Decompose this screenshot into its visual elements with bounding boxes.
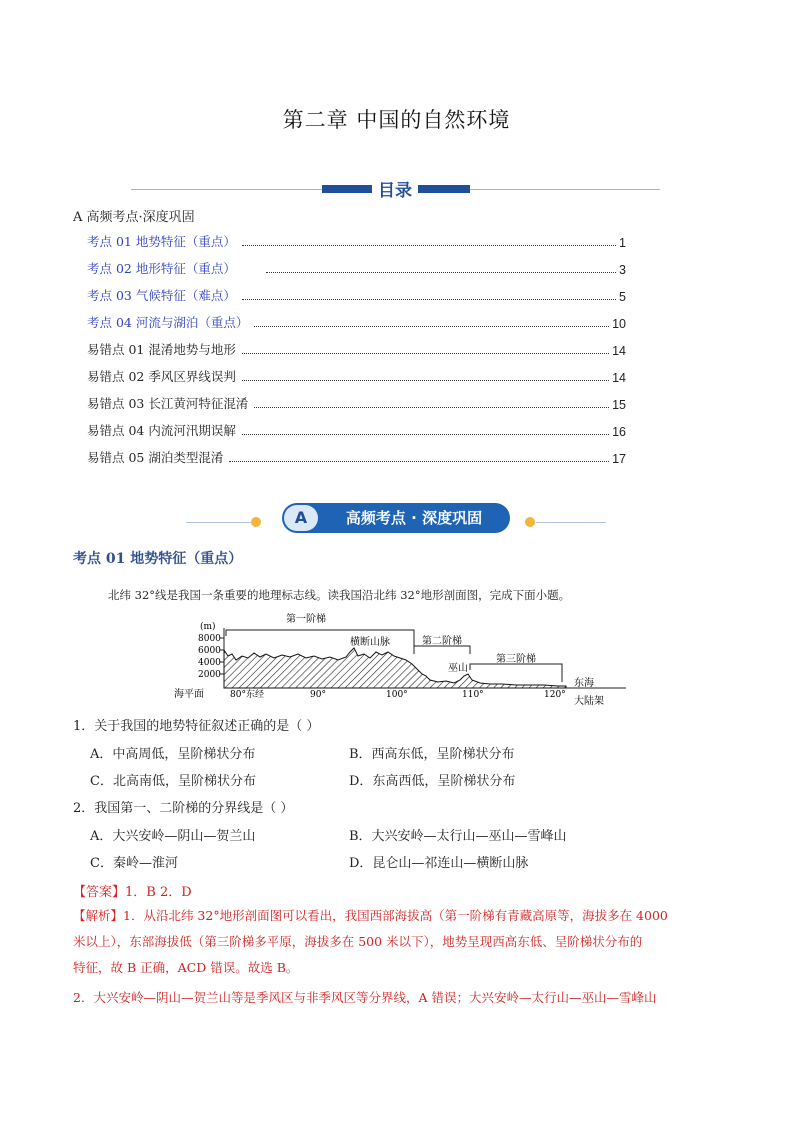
toc-entry-label: 考点 01 地势特征（重点） (87, 234, 236, 249)
shelf-label: 大陆架 (574, 696, 604, 707)
banner-dot-right (525, 517, 535, 527)
step2-label: 第二阶梯 (422, 636, 462, 647)
option-d[interactable]: D．东高西低，呈阶梯状分布 (349, 774, 516, 789)
analysis-line: 2．大兴安岭—阴山—贺兰山等是季风区与非季风区等分界线，A 错误；大兴安岭—太行山—巫山—雪峰山 (73, 990, 657, 1005)
toc-leader-dots (254, 325, 609, 327)
section-badge: A (284, 505, 318, 531)
toc-entry-label: 考点 04 河流与湖泊（重点） (87, 315, 249, 330)
toc-entry[interactable] (87, 338, 626, 358)
question-stem: 北纬 32°线是我国一条重要的地理标志线。读我国沿北纬 32°地形剖面图，完成下面小题。 (108, 588, 571, 602)
toc-entry-page: 14 (612, 371, 626, 385)
toc-entry[interactable] (87, 284, 626, 304)
option-b[interactable]: B．大兴安岭—太行山—巫山—雪峰山 (349, 829, 567, 844)
page-title: 第二章 中国的自然环境 (282, 108, 511, 132)
toc-entry-page: 3 (619, 263, 626, 277)
toc-entry[interactable] (87, 311, 626, 331)
toc-entry-label: 易错点 05 湖泊类型混淆 (87, 450, 224, 465)
toc-entry-label: 易错点 03 长江黄河特征混淆 (87, 396, 249, 411)
sea-level-label: 海平面 (174, 689, 204, 700)
toc-section-a: A 高频考点·深度巩固 (73, 210, 195, 225)
step1-label: 第一阶梯 (286, 614, 326, 625)
hengduan-label: 横断山脉 (350, 637, 390, 648)
toc-entry-page: 16 (612, 425, 626, 439)
option-a[interactable]: A．大兴安岭—阴山—贺兰山 (90, 829, 256, 844)
toc-entry-label: 易错点 01 混淆地势与地形 (87, 342, 236, 357)
toc-entry-label: 易错点 02 季风区界线误判 (87, 369, 236, 384)
toc-leader-dots (254, 406, 609, 408)
toc-leader-dots (242, 298, 616, 300)
sea-label: 东海 (574, 678, 594, 689)
toc-entry-page: 14 (612, 344, 626, 358)
toc-entry-page: 17 (612, 452, 626, 466)
y-tick-label: 6000 (198, 646, 221, 656)
terrain-profile-figure (170, 608, 630, 708)
y-tick-label: 4000 (198, 658, 221, 668)
toc-entry[interactable] (87, 392, 626, 412)
banner-line-left (186, 522, 256, 523)
question-1: 1．关于我国的地势特征叙述正确的是（ ） (73, 719, 320, 734)
toc-entry[interactable] (87, 365, 626, 385)
analysis-line: 【解析】1．从沿北纬 32°地形剖面图可以看出，我国西部海拔高（第一阶梯有青藏高原等，海拔多在 4000 (73, 908, 668, 923)
section-banner-title: 高频考点 · 深度巩固 (345, 509, 483, 527)
banner-dot-left (251, 517, 261, 527)
kaodian-heading: 考点 01 地势特征（重点） (73, 551, 243, 567)
question-2: 2．我国第一、二阶梯的分界线是（ ） (73, 801, 294, 816)
toc-leader-dots (242, 352, 609, 354)
toc-leader-dots (242, 244, 616, 246)
toc-leader-dots (266, 271, 616, 273)
toc-entry-page: 10 (612, 317, 626, 331)
toc-entry[interactable] (87, 419, 626, 439)
option-d[interactable]: D．昆仑山—祁连山—横断山脉 (349, 856, 529, 871)
toc-entry[interactable] (87, 257, 626, 277)
toc-entry-page: 1 (619, 236, 626, 250)
option-b[interactable]: B．西高东低，呈阶梯状分布 (349, 747, 515, 762)
toc-entry-page: 15 (612, 398, 626, 412)
toc-entry-label: 考点 03 气候特征（难点） (87, 288, 236, 303)
toc-entry[interactable] (87, 230, 626, 250)
analysis-line: 特征，故 B 正确，ACD 错误。故选 B。 (73, 960, 299, 975)
toc-leader-dots (229, 460, 609, 462)
toc-heading: 目录 (378, 181, 412, 201)
toc-entry-label: 考点 02 地形特征（重点） (87, 261, 236, 276)
y-tick-label: 8000 (198, 634, 221, 644)
x-tick-label: 110° (462, 690, 484, 700)
option-c[interactable]: C．北高南低，呈阶梯状分布 (90, 774, 256, 789)
heading-bar-right (418, 185, 470, 193)
wushan-label: 巫山 (448, 663, 468, 674)
toc-leader-dots (242, 379, 609, 381)
x-tick-label: 80°东经 (230, 690, 264, 700)
heading-bar-left (322, 185, 372, 193)
x-tick-label: 90° (310, 690, 326, 700)
option-c[interactable]: C．秦岭—淮河 (90, 856, 178, 871)
toc-leader-dots (242, 433, 609, 435)
step3-label: 第三阶梯 (496, 654, 536, 665)
banner-line-right (536, 522, 606, 523)
toc-entry-label: 易错点 04 内流河汛期误解 (87, 423, 236, 438)
toc-entry-page: 5 (619, 290, 626, 304)
analysis-line: 米以上），东部海拔低（第三阶梯多平原，海拔多在 500 米以下），地势呈现西高东低、呈阶梯状分布的 (73, 934, 643, 949)
answer-line: 【答案】1．B 2．D (73, 885, 192, 900)
y-tick-label: 2000 (198, 670, 221, 680)
x-tick-label: 100° (386, 690, 408, 700)
y-axis-unit: (m) (200, 622, 216, 632)
x-tick-label: 120° (544, 690, 566, 700)
toc-entry[interactable] (87, 446, 626, 466)
option-a[interactable]: A．中高周低，呈阶梯状分布 (90, 747, 256, 762)
